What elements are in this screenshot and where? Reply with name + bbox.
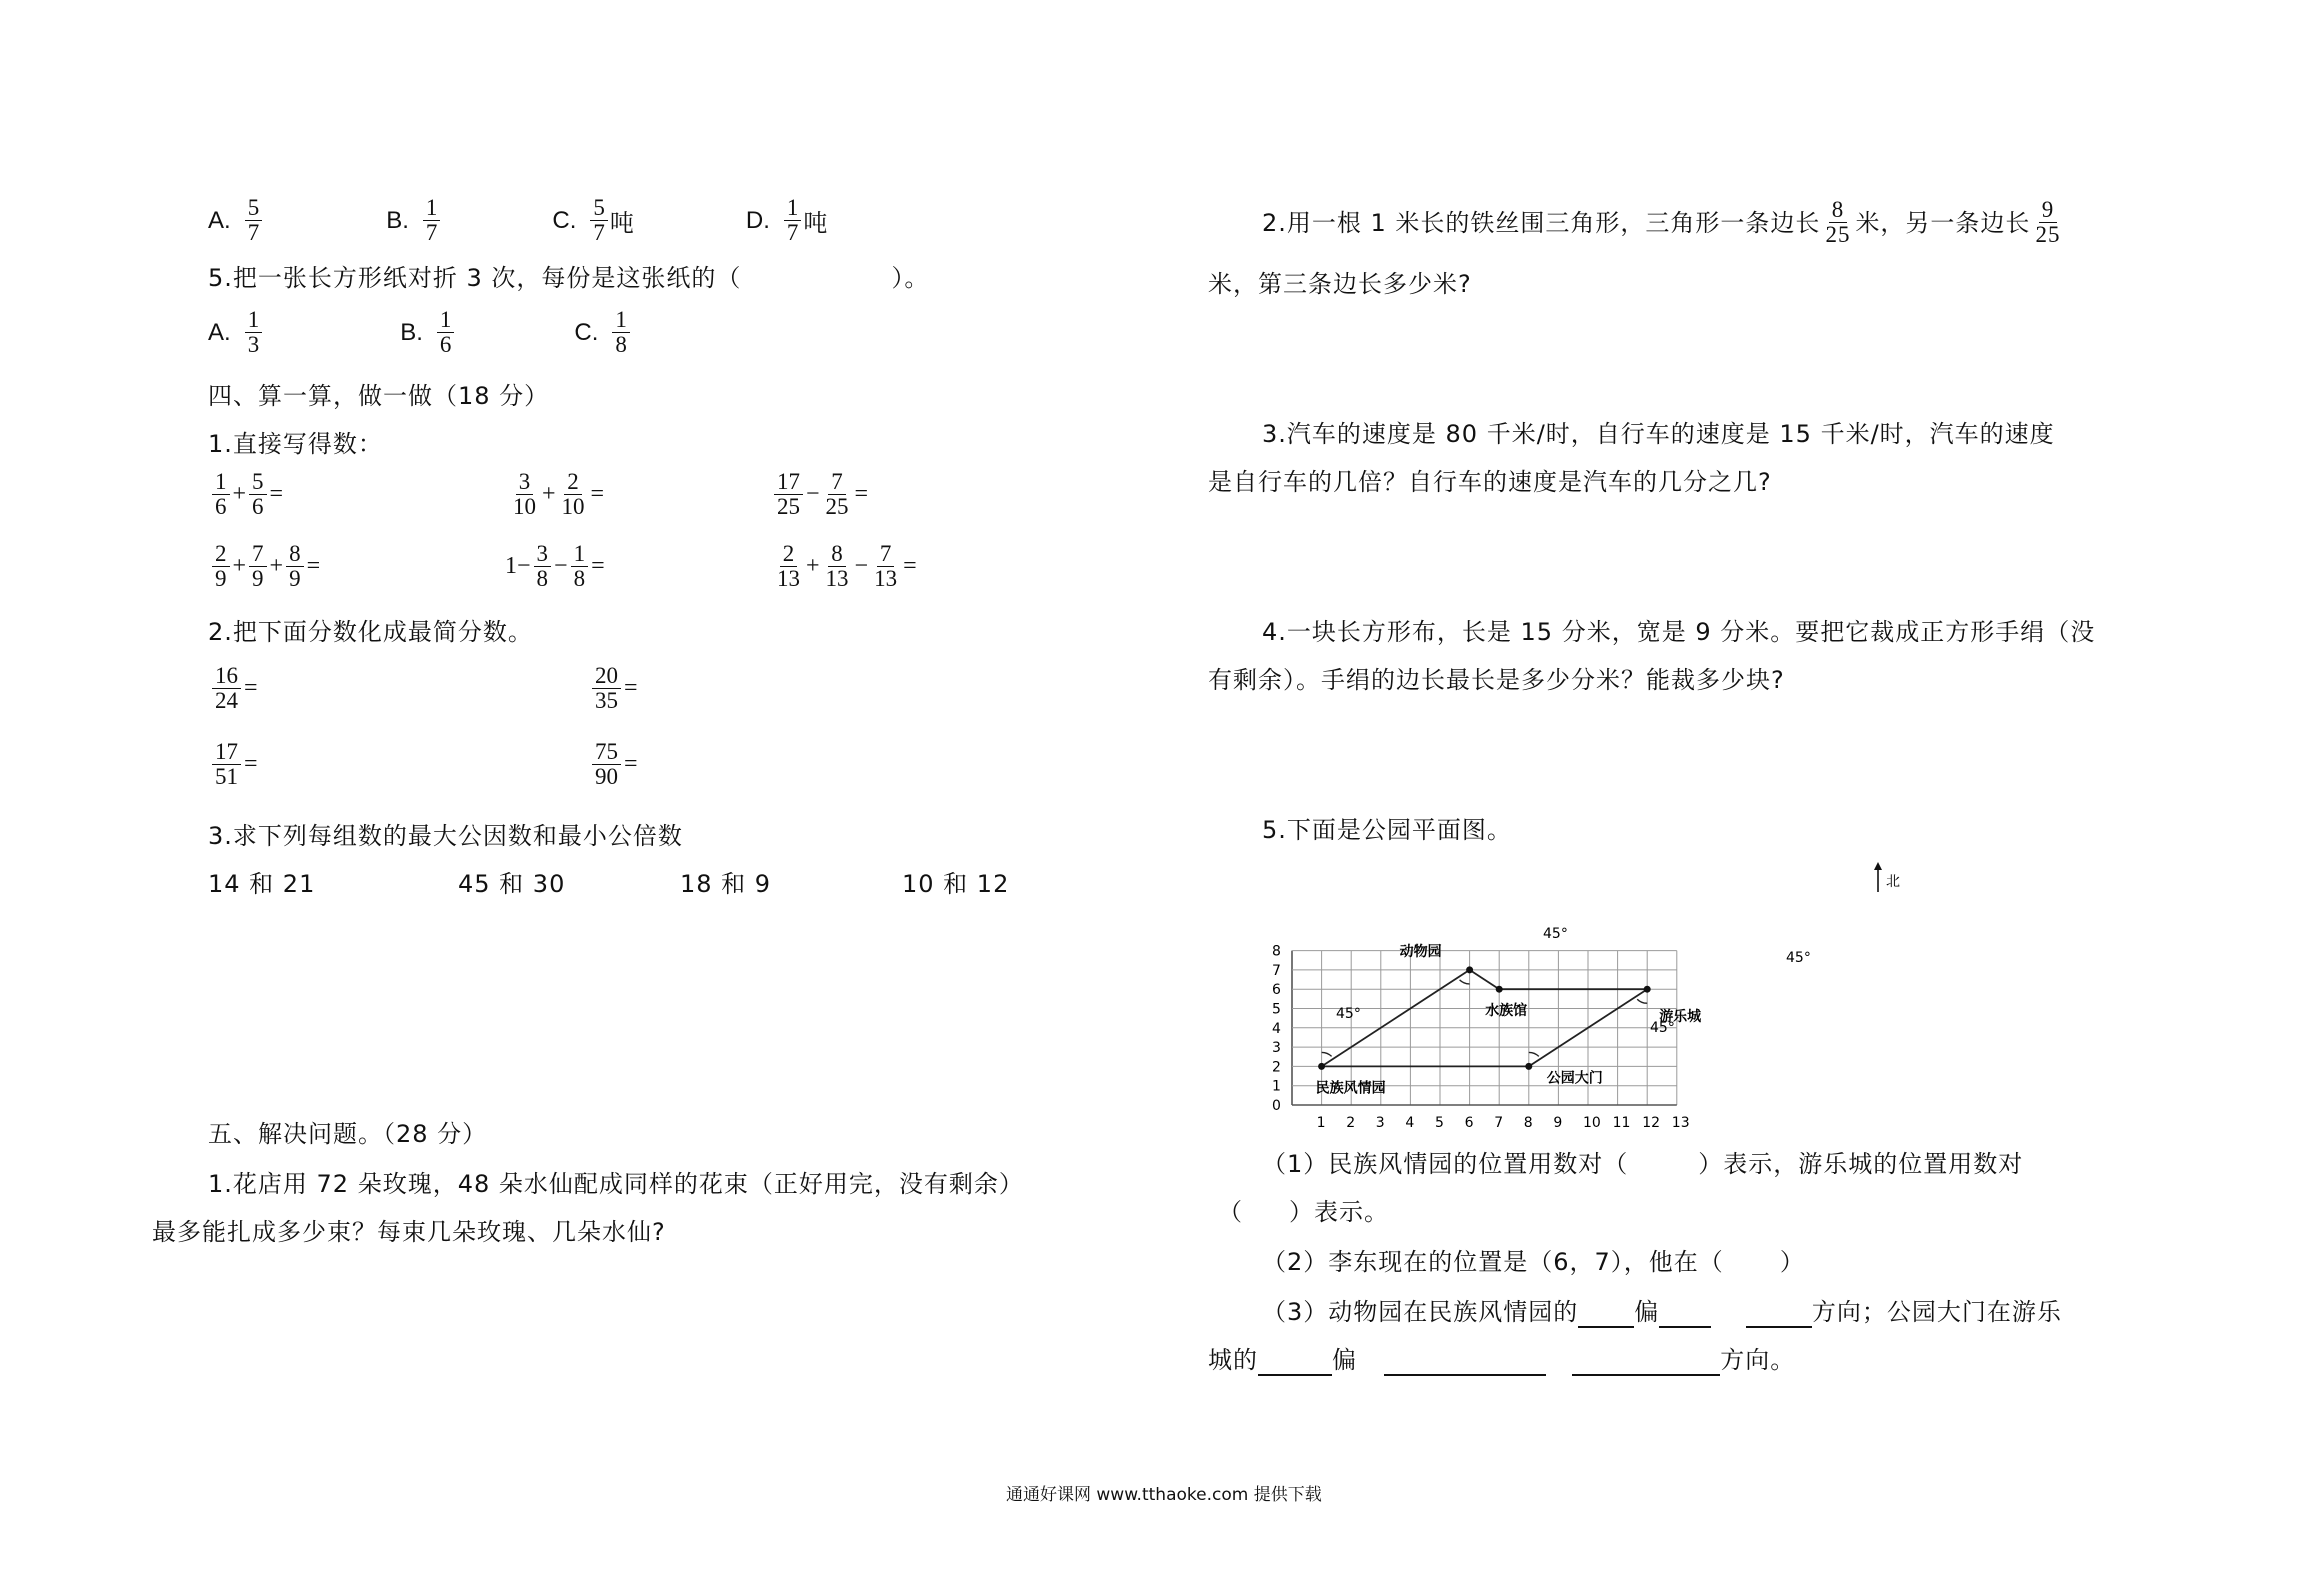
place-marker bbox=[1466, 966, 1473, 973]
fraction bbox=[871, 542, 900, 591]
place-marker bbox=[1318, 1063, 1325, 1070]
y-tick-label: 6 bbox=[1272, 982, 1281, 999]
fraction bbox=[534, 542, 552, 591]
angle-label: 45° bbox=[1786, 950, 1811, 966]
answer-blank[interactable] bbox=[1258, 1346, 1332, 1376]
x-tick-label: 7 bbox=[1494, 1115, 1504, 1130]
map-question-1-cont bbox=[1218, 1196, 1389, 1228]
option-letter: B. bbox=[386, 206, 409, 234]
x-tick-label: 2 bbox=[1346, 1115, 1356, 1130]
operator: + bbox=[232, 553, 247, 579]
map-question-3-text-d: 城的 bbox=[1208, 1346, 1258, 1374]
problem-5-title: 5.下面是公园平面图。 bbox=[1262, 816, 1512, 844]
fraction bbox=[784, 196, 802, 245]
place-label: 游乐城 bbox=[1659, 1009, 1702, 1026]
denominator: 25 bbox=[777, 494, 800, 519]
fraction bbox=[249, 470, 267, 519]
x-tick-label: 9 bbox=[1553, 1115, 1563, 1130]
question-4-options bbox=[208, 196, 827, 245]
simplify-item-2 bbox=[210, 740, 259, 789]
y-tick-label: 7 bbox=[1272, 962, 1281, 979]
denominator: 24 bbox=[215, 688, 238, 713]
operator: + bbox=[806, 553, 820, 579]
section-4-sub1: 1.直接写得数： bbox=[208, 430, 383, 458]
section-4-sub3: 3.求下列每组数的最大公因数和最小公倍数 bbox=[208, 822, 683, 850]
pair-3: 10 和 12 bbox=[902, 870, 1010, 898]
denominator: 7 bbox=[425, 220, 438, 245]
denominator: 7 bbox=[786, 220, 799, 245]
numerator: 16 bbox=[212, 664, 241, 689]
place-label: 公园大门 bbox=[1546, 1070, 1603, 1087]
operator: = bbox=[903, 553, 917, 579]
place-marker bbox=[1496, 986, 1503, 993]
map-question-3-dir-2: 偏 bbox=[1332, 1346, 1357, 1374]
map-places bbox=[1316, 943, 1703, 1097]
y-tick-label: 1 bbox=[1272, 1078, 1281, 1095]
problem-4-line2: 有剩余）。手绢的边长最长是多少分米？能裁多少块? bbox=[1208, 666, 1785, 694]
x-tick-label: 12 bbox=[1642, 1115, 1661, 1130]
denominator: 90 bbox=[595, 764, 618, 789]
question-5-options bbox=[208, 308, 632, 357]
map-question-1-text-d: ）表示。 bbox=[1289, 1198, 1389, 1226]
problem-3-line1: 3.汽车的速度是 80 千米/时，自行车的速度是 15 千米/时，汽车的速度 bbox=[1262, 420, 2055, 448]
denominator: 6 bbox=[439, 332, 452, 357]
simplify-item-1 bbox=[590, 664, 639, 713]
operator: + bbox=[269, 553, 284, 579]
angle-label: 45° bbox=[1543, 926, 1568, 942]
fraction bbox=[571, 542, 589, 591]
option-unit: 吨 bbox=[803, 209, 828, 237]
park-map bbox=[1240, 858, 1910, 1130]
map-question-3-dir: 偏 bbox=[1634, 1298, 1660, 1326]
option-letter: A. bbox=[208, 206, 231, 234]
x-tick-label: 1 bbox=[1316, 1115, 1326, 1130]
denominator: 7 bbox=[247, 220, 260, 245]
option-a bbox=[208, 196, 264, 245]
option-c bbox=[552, 196, 634, 245]
numerator: 1 bbox=[437, 308, 455, 333]
numerator: 5 bbox=[590, 196, 608, 221]
numerator: 1 bbox=[423, 196, 441, 221]
numerator: 9 bbox=[2039, 198, 2058, 223]
denominator: 6 bbox=[215, 494, 227, 519]
denominator: 9 bbox=[252, 566, 264, 591]
fraction bbox=[559, 470, 588, 519]
page-footer: 通通好课网 www.tthaoke.com 提供下载 bbox=[1006, 1485, 1322, 1505]
numerator: 8 bbox=[286, 542, 304, 567]
map-question-2-text: （2）李东现在的位置是（6，7），他在（ bbox=[1262, 1248, 1724, 1276]
denominator: 8 bbox=[573, 566, 586, 591]
question-5-end: ）。 bbox=[891, 264, 930, 292]
fraction bbox=[245, 308, 263, 357]
equals-sign: = bbox=[624, 751, 638, 777]
pair-1: 45 和 30 bbox=[458, 870, 566, 898]
operator: − bbox=[806, 481, 820, 507]
expression-5 bbox=[772, 542, 918, 591]
equals-sign: = bbox=[244, 675, 258, 701]
place-label: 动物园 bbox=[1399, 943, 1442, 960]
place-marker bbox=[1525, 1063, 1532, 1070]
answer-blank[interactable] bbox=[1659, 1298, 1711, 1328]
numerator: 75 bbox=[592, 740, 621, 765]
fraction bbox=[823, 470, 852, 519]
angle-arc bbox=[1322, 1052, 1332, 1056]
y-tick-label: 3 bbox=[1272, 1040, 1281, 1057]
section-5-title: 五、解决问题。（28 分） bbox=[208, 1120, 488, 1148]
problem-3-line2: 是自行车的几倍？自行车的速度是汽车的几分之几? bbox=[1208, 468, 1772, 496]
operator: − bbox=[854, 553, 869, 579]
section-4-title: 四、算一算，做一做（18 分） bbox=[208, 382, 550, 410]
denominator: 3 bbox=[247, 332, 260, 357]
denominator: 9 bbox=[215, 566, 227, 591]
option-b bbox=[386, 196, 442, 245]
fraction bbox=[423, 196, 441, 245]
simplify-item-0 bbox=[210, 664, 259, 713]
numerator: 17 bbox=[212, 740, 241, 765]
x-tick-label: 6 bbox=[1464, 1115, 1474, 1130]
fraction bbox=[592, 740, 621, 789]
option-letter: B. bbox=[400, 318, 423, 346]
expression-0 bbox=[210, 470, 284, 519]
option-letter: A. bbox=[208, 318, 231, 346]
denominator: 25 bbox=[1825, 222, 1851, 247]
north-arrow bbox=[1874, 862, 1900, 892]
route-line bbox=[1470, 970, 1500, 989]
option-letter: C. bbox=[574, 318, 599, 346]
option-b bbox=[400, 308, 456, 357]
fraction bbox=[212, 542, 230, 591]
angle-arc bbox=[1460, 980, 1470, 984]
operator: 1− bbox=[505, 553, 531, 579]
map-question-1-text-c: （ bbox=[1218, 1198, 1243, 1226]
y-tick-label: 2 bbox=[1272, 1059, 1281, 1076]
expression-3 bbox=[210, 542, 321, 591]
denominator: 7 bbox=[593, 220, 605, 245]
question-5 bbox=[208, 262, 929, 294]
fraction bbox=[823, 542, 852, 591]
numerator: 17 bbox=[774, 470, 803, 495]
map-question-3-text: （3）动物园在民族风情园的 bbox=[1262, 1298, 1579, 1326]
numerator: 7 bbox=[249, 542, 267, 567]
denominator: 25 bbox=[2035, 222, 2061, 247]
denominator: 25 bbox=[825, 494, 849, 519]
denominator: 8 bbox=[536, 566, 549, 591]
numerator: 20 bbox=[592, 664, 621, 689]
numerator: 1 bbox=[571, 542, 589, 567]
x-tick-label: 5 bbox=[1435, 1115, 1444, 1130]
pair-2: 18 和 9 bbox=[680, 870, 772, 898]
denominator: 35 bbox=[595, 688, 618, 713]
map-question-1-text: （1）民族风情园的位置用数对（ bbox=[1262, 1150, 1629, 1178]
option-letter: C. bbox=[552, 206, 577, 234]
answer-blank[interactable] bbox=[1746, 1298, 1812, 1328]
question-5-text: 5.把一张长方形纸对折 3 次，每份是这张纸的（ bbox=[208, 264, 742, 292]
numerator: 7 bbox=[828, 470, 846, 495]
option-d bbox=[746, 196, 828, 245]
numerator: 1 bbox=[784, 196, 802, 221]
option-a bbox=[208, 308, 264, 357]
answer-blank[interactable] bbox=[1578, 1298, 1634, 1328]
numerator: 1 bbox=[212, 470, 230, 495]
expression-2 bbox=[772, 470, 869, 519]
fraction bbox=[212, 664, 241, 713]
numerator: 8 bbox=[828, 542, 846, 567]
numerator: 1 bbox=[612, 308, 630, 333]
fraction bbox=[437, 308, 455, 357]
pair-0: 14 和 21 bbox=[208, 870, 316, 898]
problem-1-line2: 最多能扎成多少束？每束几朵玫瑰、几朵水仙? bbox=[152, 1218, 666, 1246]
operator: = bbox=[306, 553, 321, 579]
equals-sign: = bbox=[624, 675, 638, 701]
map-question-1 bbox=[1262, 1148, 2023, 1180]
simplify-item-3 bbox=[590, 740, 639, 789]
numerator: 2 bbox=[780, 542, 798, 567]
denominator: 13 bbox=[825, 566, 849, 591]
angle-arc bbox=[1637, 999, 1647, 1003]
numerator: 7 bbox=[877, 542, 895, 567]
denominator: 9 bbox=[289, 566, 301, 591]
fraction bbox=[774, 470, 803, 519]
map-question-2 bbox=[1262, 1246, 1805, 1278]
operator: + bbox=[542, 481, 556, 507]
option-unit: 吨 bbox=[609, 209, 634, 237]
section-4-sub2: 2.把下面分数化成最简分数。 bbox=[208, 618, 533, 646]
operator: = bbox=[269, 481, 284, 507]
expression-4 bbox=[504, 542, 606, 591]
place-label: 民族风情园 bbox=[1315, 1080, 1386, 1097]
fraction bbox=[212, 470, 230, 519]
numerator: 2 bbox=[212, 542, 230, 567]
denominator: 10 bbox=[561, 494, 585, 519]
fraction bbox=[212, 740, 241, 789]
fraction bbox=[590, 196, 608, 245]
problem-2-text-b: 米，另一条边长 bbox=[1855, 208, 2031, 237]
x-tick-label: 3 bbox=[1375, 1115, 1385, 1130]
operator: = bbox=[854, 481, 869, 507]
fraction bbox=[510, 470, 539, 519]
operator: + bbox=[232, 481, 247, 507]
fraction bbox=[612, 308, 630, 357]
expression-1 bbox=[508, 470, 605, 519]
problem-2-line2: 米，第三条边长多少米? bbox=[1208, 270, 1472, 298]
denominator: 13 bbox=[874, 566, 898, 591]
equals-sign: = bbox=[244, 751, 258, 777]
problem-1-line1: 1.花店用 72 朵玫瑰，48 朵水仙配成同样的花束（正好用完，没有剩余） bbox=[208, 1170, 1024, 1198]
map-question-3-cont bbox=[1208, 1344, 1795, 1376]
denominator: 51 bbox=[215, 764, 238, 789]
angle-arc bbox=[1529, 1052, 1539, 1056]
map-question-3-text-c: 方向；公园大门在游乐 bbox=[1811, 1298, 2062, 1326]
fraction bbox=[2032, 198, 2063, 247]
answer-blank[interactable] bbox=[1384, 1346, 1546, 1376]
map-question-3 bbox=[1262, 1296, 2062, 1328]
x-tick-label: 11 bbox=[1612, 1115, 1631, 1130]
denominator: 6 bbox=[252, 494, 264, 519]
problem-2-text: 2.用一根 1 米长的铁丝围三角形，三角形一条边长 bbox=[1262, 208, 1821, 237]
operator: − bbox=[554, 553, 568, 579]
y-tick-label: 4 bbox=[1272, 1020, 1281, 1037]
numerator: 3 bbox=[534, 542, 552, 567]
fraction bbox=[249, 542, 267, 591]
fraction bbox=[1822, 198, 1853, 247]
operator: = bbox=[590, 481, 605, 507]
numerator: 5 bbox=[245, 196, 263, 221]
fraction bbox=[592, 664, 621, 713]
place-marker bbox=[1644, 986, 1651, 993]
denominator: 13 bbox=[777, 566, 800, 591]
map-question-3-end: 方向。 bbox=[1720, 1346, 1796, 1374]
y-tick-label: 5 bbox=[1272, 1001, 1281, 1018]
numerator: 5 bbox=[249, 470, 267, 495]
numerator: 1 bbox=[245, 308, 263, 333]
problem-4-line1: 4.一块长方形布，长是 15 分米，宽是 9 分米。要把它裁成正方形手绢（没 bbox=[1262, 618, 2096, 646]
denominator: 10 bbox=[513, 494, 536, 519]
map-ticks bbox=[1272, 944, 1690, 1130]
numerator: 8 bbox=[1829, 198, 1848, 223]
x-tick-label: 10 bbox=[1583, 1115, 1601, 1130]
x-tick-label: 0 bbox=[1272, 1098, 1281, 1114]
fraction bbox=[286, 542, 304, 591]
operator: = bbox=[591, 553, 605, 579]
problem-2-line1 bbox=[1262, 198, 2065, 247]
x-tick-label: 4 bbox=[1405, 1115, 1415, 1130]
x-tick-label: 8 bbox=[1523, 1115, 1533, 1130]
option-c bbox=[574, 308, 632, 357]
option-letter: D. bbox=[745, 206, 770, 234]
numerator: 3 bbox=[516, 470, 534, 495]
answer-blank[interactable] bbox=[1572, 1346, 1720, 1376]
angle-label: 45° bbox=[1650, 1020, 1675, 1036]
numerator: 2 bbox=[564, 470, 582, 495]
angle-label: 45° bbox=[1336, 1006, 1361, 1022]
north-label: 北 bbox=[1886, 874, 1900, 890]
fraction bbox=[774, 542, 803, 591]
y-tick-label: 8 bbox=[1272, 943, 1281, 960]
map-question-1-text-b: ）表示，游乐城的位置用数对 bbox=[1698, 1150, 2024, 1178]
denominator: 8 bbox=[615, 332, 627, 357]
x-tick-label: 13 bbox=[1671, 1115, 1690, 1130]
map-question-2-end: ） bbox=[1779, 1248, 1805, 1276]
place-label: 水族馆 bbox=[1485, 1003, 1528, 1020]
fraction bbox=[245, 196, 263, 245]
